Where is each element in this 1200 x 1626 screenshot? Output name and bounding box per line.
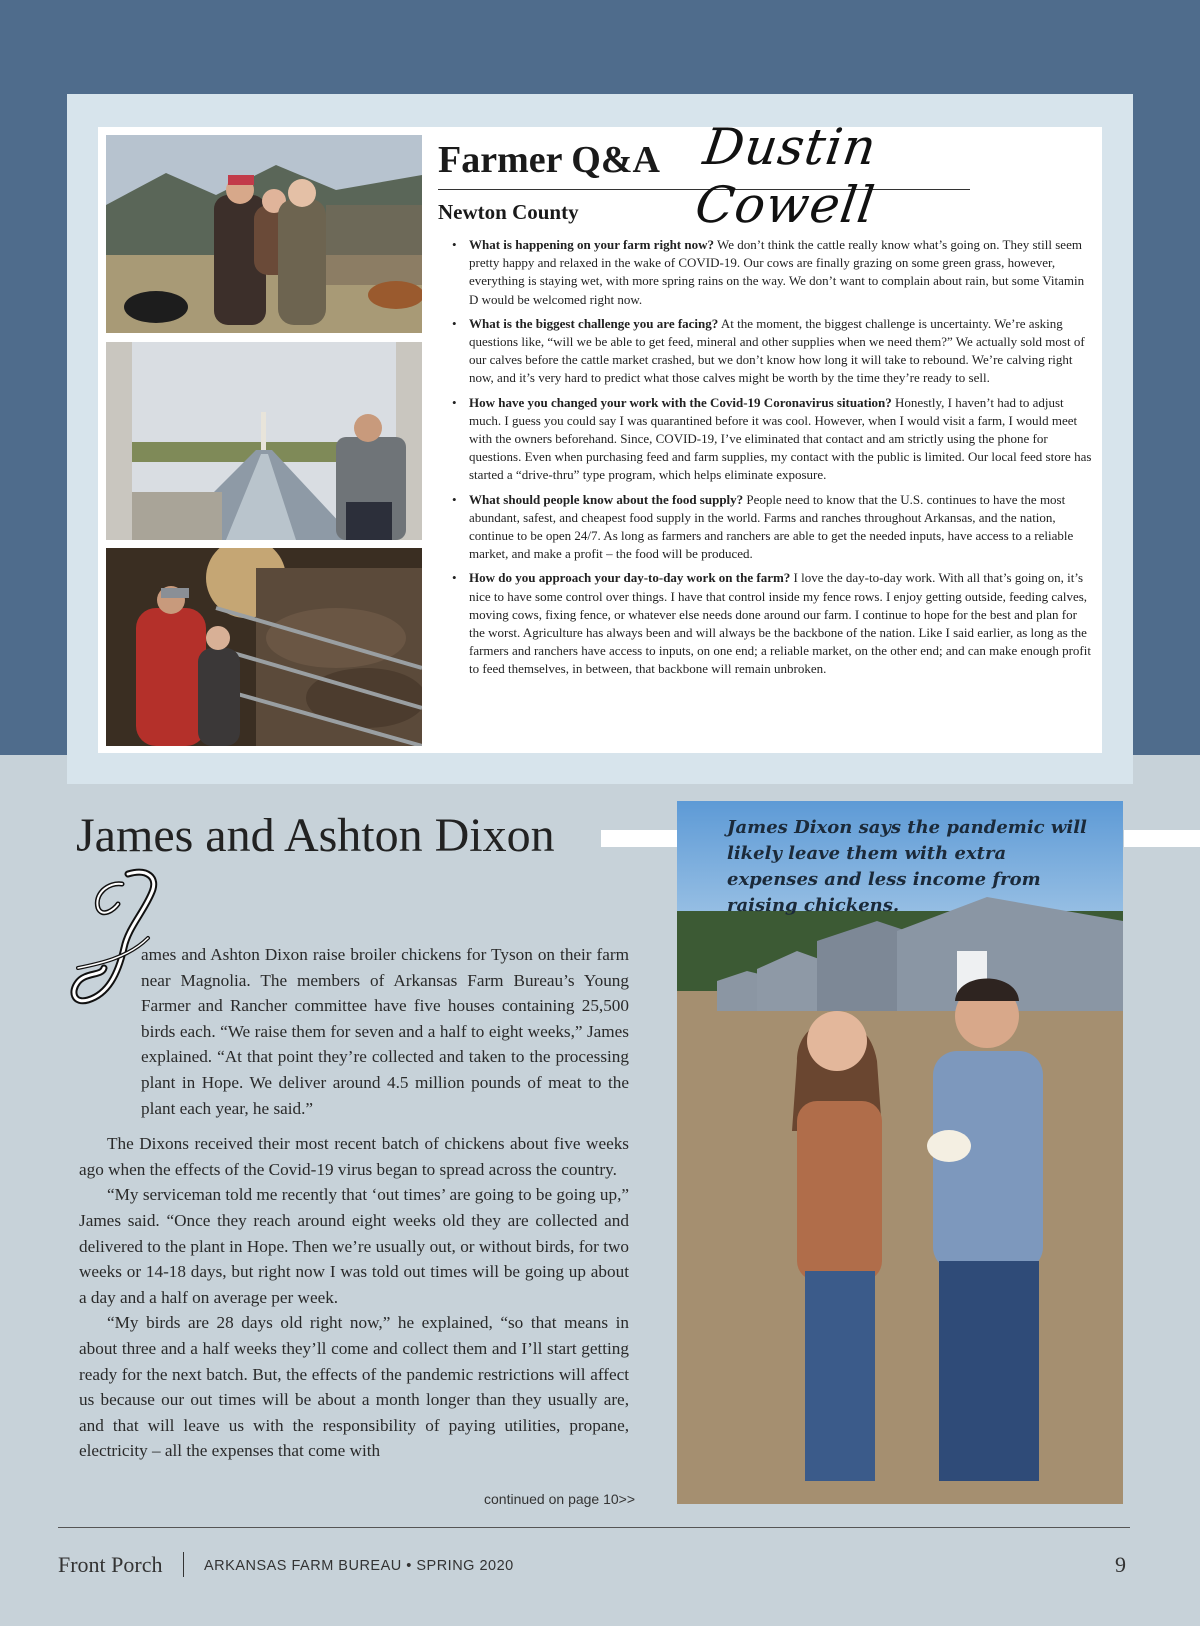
article-paragraph: “My serviceman told me recently that ‘out times’ are going to be going up,” James said. “Once they reach around eight weeks old they are collected and delivered to the plant in Hope. Then we’re usually out, or without birds, for two weeks or 14-18 days, but right now I was told out times will be going up about a day and a half on average per week. <box>79 1185 629 1307</box>
qa-county: Newton County <box>438 200 579 224</box>
qa-answer: I love the day-to-day work. With all that’s going on, it’s nice to have some control over things. I have that control inside my fence rows. I enjoy getting outside, feeding calves, moving cows, fixing fence, or whatever else needs done around our farm. I continue to hope for the best and plan for the worst. Agriculture has always been and will always be the backbone of the nation. Like I said earlier, as long as the farmers and ranchers have access to inputs, on one end; a reliable market, on the other end; and can make enough profit to feed themselves, in between, that backbone will remain unbroken. <box>469 570 1091 677</box>
article-paragraph: “My birds are 28 days old right now,” he explained, “so that means in about three and a half weeks they’ll come and collect them and I’ll start getting ready for the next batch. But, the effects of the pandemic restrictions will affect us because our out times will be about a month longer than they usually are, and that will leave us with the responsibility of paying utilities, propane, electricity – all the expenses that come with <box>79 1313 629 1461</box>
qa-list <box>452 236 1092 685</box>
photo-caption: James Dixon says the pandemic will likely leave them with extra expenses and less income from raising chickens. <box>727 817 1087 916</box>
qa-item <box>452 236 1092 309</box>
footer-magazine: ARKANSAS FARM BUREAU • SPRING 2020 <box>204 1558 514 1574</box>
qa-farmer-name: Dustin Cowell <box>691 118 881 234</box>
qa-question: How have you changed your work with the Covid-19 Coronavirus situation? <box>469 394 892 410</box>
qa-item <box>452 491 1092 564</box>
qa-answer: We don’t think the cattle really know what’s going on. They still seem pretty happy and relaxed in the wake of COVID-19. Our cows are finally grazing on some green grass, however, everything is staying wet, with more spring rains on the way. We don’t want to complain about rain, but some Vitamin D would be welcomed right now. <box>469 237 1085 307</box>
qa-question: What is happening on your farm right now? <box>469 237 714 252</box>
article-paragraph: The Dixons received their most recent batch of chickens about five weeks ago when the effects of the Covid-19 virus began to spread across the country. <box>79 1134 629 1179</box>
qa-item <box>452 394 1092 485</box>
qa-title: Farmer Q&A <box>438 139 660 181</box>
qa-question: What should people know about the food supply? <box>469 491 744 507</box>
bullet: • <box>452 237 457 252</box>
dropcap-text: ames and Ashton Dixon raise broiler chickens for Tyson on their farm near Magnolia. The members of Arkansas Farm Bureau’s Young Farmer and Rancher committee have five houses containing 25,500 birds each. “We raise them for seven and a half to eight weeks,” James explained. “At that point they’re collected and taken to the processing plant in Hope. We deliver around 4.5 million pounds of meat to the plant each year, he said.” <box>141 945 629 1118</box>
bullet: • <box>452 570 457 586</box>
family-cattle-photo <box>106 135 422 333</box>
washington-monument-photo <box>106 342 422 540</box>
article-paragraph <box>79 942 629 1121</box>
bullet: • <box>452 394 457 410</box>
article-body <box>79 942 629 1464</box>
title-rule <box>601 830 677 847</box>
bullet: • <box>452 491 457 507</box>
qa-question: How do you approach your day-to-day work on the farm? <box>469 570 791 586</box>
article-title: James and Ashton Dixon <box>76 809 555 862</box>
qa-answer: People need to know that the U.S. continues to have the most abundant, safest, and cheapest food supply in the world. Farms and ranches throughout Arkansas, and the nation, continue to be open 24/7. As long as farmers and ranchers are able to get the needed inputs, have access to a reliable market, and make a profit – the food will be produced. <box>469 491 1074 562</box>
page-number: 9 <box>1115 1552 1126 1577</box>
feeding-cattle-photo <box>106 548 422 746</box>
qa-item <box>452 315 1092 388</box>
title-rule <box>1124 830 1200 847</box>
footer-publication: Front Porch <box>58 1552 163 1577</box>
continued-link[interactable]: continued on page 10>> <box>484 1491 636 1507</box>
footer-rule <box>58 1527 1130 1528</box>
footer-separator <box>183 1552 184 1577</box>
qa-question: What is the biggest challenge you are facing? <box>469 315 719 331</box>
qa-answer: At the moment, the biggest challenge is uncertainty. We’re asking questions like, “will we be able to get feed, mineral and other supplies when we need them?” We actually sold most of our calves before the cattle market crashed, but we don’t know how long it will take to rebound. We’re calving right now, and it’s very hard to predict what those calves might be worth by the time they’re ready to sell. <box>469 315 1085 386</box>
qa-item <box>452 569 1092 678</box>
bullet: • <box>452 315 457 331</box>
qa-answer: Honestly, I haven’t had to adjust much. I guess you could say I was quarantined before it was cool. However, when I would visit a farm, I would meet with the owners beforehand. Since, COVID-19, I’ve eliminated that contact and am strictly using the phone for questions. Even when purchasing feed and farm supplies, my contact with the public is limited. Our local feed store has started a “drive-thru” type program, which helps eliminate exposure. <box>469 394 1092 483</box>
